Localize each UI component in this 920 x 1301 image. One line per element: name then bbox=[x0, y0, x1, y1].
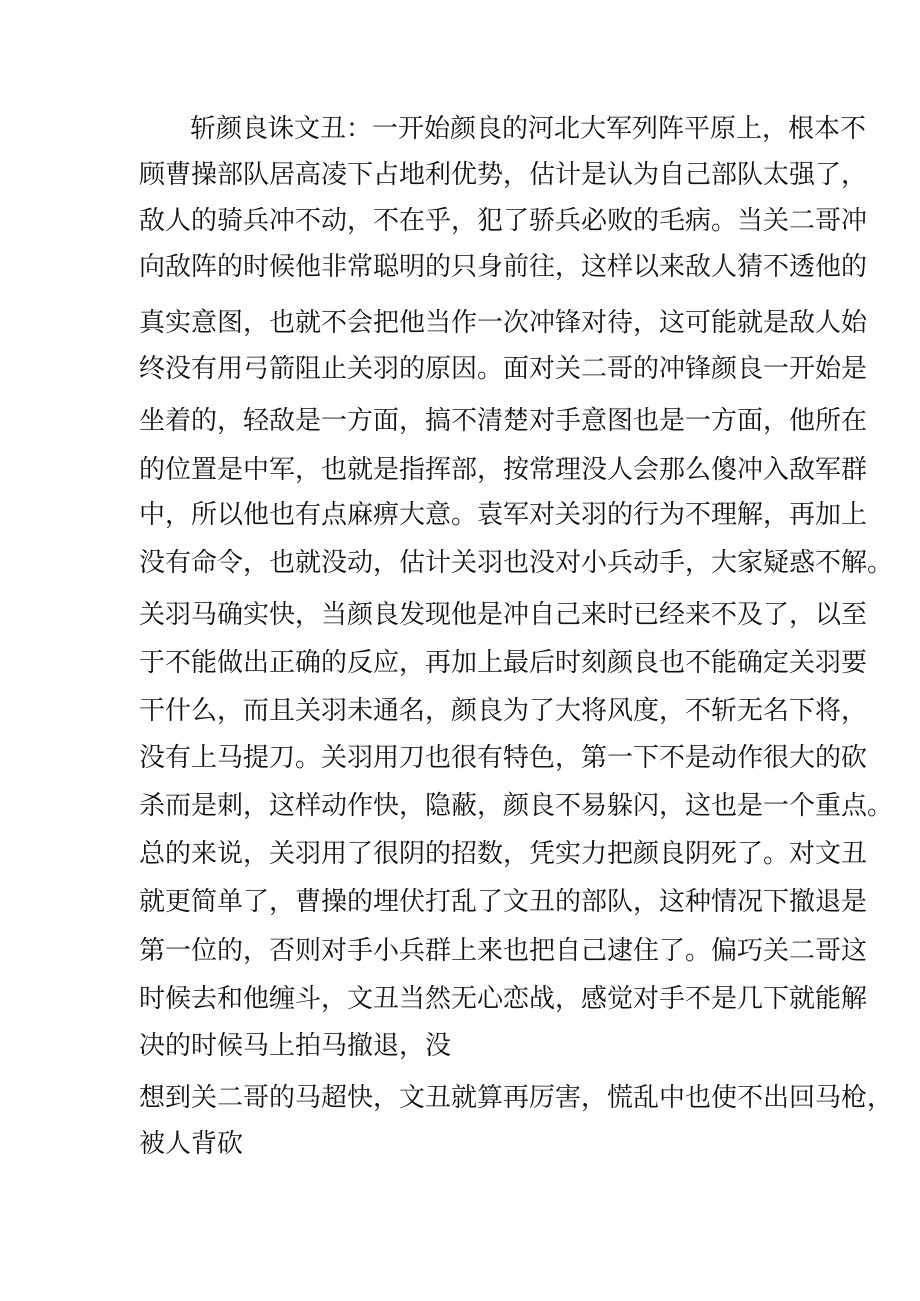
text-line: 敌人的骑兵冲不动，不在乎，犯了骄兵必败的毛病。当关二哥冲 bbox=[139, 206, 868, 236]
text-line: 第一位的，否则对手小兵群上来也把自己逮住了。偏巧关二哥这 bbox=[139, 936, 868, 966]
text-line: 没有上马提刀。关羽用刀也很有特色，第一下不是动作很大的砍 bbox=[139, 743, 868, 773]
text-line: 总的来说，关羽用了很阴的招数，凭实力把颜良阴死了。对文丑 bbox=[139, 839, 868, 869]
text-line: 坐着的，轻敌是一方面，搞不清楚对手意图也是一方面，他所在 bbox=[139, 406, 868, 436]
text-line: 杀而是刺，这样动作快，隐蔽，颜良不易躲闪，这也是一个重点。 bbox=[139, 791, 894, 821]
text-line: 于不能做出正确的反应，再加上最后时刻颜良也不能确定关羽要 bbox=[139, 648, 868, 678]
text-line: 的位置是中军，也就是指挥部，按常理没人会那么傻冲入敌军群 bbox=[139, 455, 868, 485]
text-line: 斩颜良诛文丑：一开始颜良的河北大军列阵平原上，根本不 bbox=[190, 114, 867, 144]
text-line: 被人背砍 bbox=[139, 1129, 244, 1159]
text-line: 顾曹操部队居高凌下占地利优势，估计是认为自己部队太强了， bbox=[139, 160, 868, 190]
text-line: 就更简单了，曹操的埋伏打乱了文丑的部队，这种情况下撤退是 bbox=[139, 887, 868, 917]
text-line: 关羽马确实快，当颜良发现他是冲自己来时已经来不及了，以至 bbox=[139, 600, 868, 630]
text-line: 决的时候马上拍马撤退，没 bbox=[139, 1031, 452, 1061]
text-line: 向敌阵的时候他非常聪明的只身前往，这样以来敌人猜不透他的 bbox=[139, 252, 868, 282]
text-line: 中，所以他也有点麻痹大意。袁军对关羽的行为不理解，再加上 bbox=[139, 500, 868, 530]
text-line: 时候去和他缠斗，文丑当然无心恋战，感觉对手不是几下就能解 bbox=[139, 984, 868, 1014]
text-line: 干什么，而且关羽未通名，颜良为了大将风度，不斩无名下将， bbox=[139, 696, 868, 726]
text-line: 真实意图，也就不会把他当作一次冲锋对待，这可能就是敌人始 bbox=[139, 308, 868, 338]
text-line: 终没有用弓箭阻止关羽的原因。面对关二哥的冲锋颜良一开始是 bbox=[139, 354, 868, 384]
text-line: 想到关二哥的马超快，文丑就算再厉害，慌乱中也使不出回马枪， bbox=[139, 1083, 894, 1113]
text-line: 没有命令，也就没动，估计关羽也没对小兵动手，大家疑惑不解。 bbox=[139, 548, 894, 578]
